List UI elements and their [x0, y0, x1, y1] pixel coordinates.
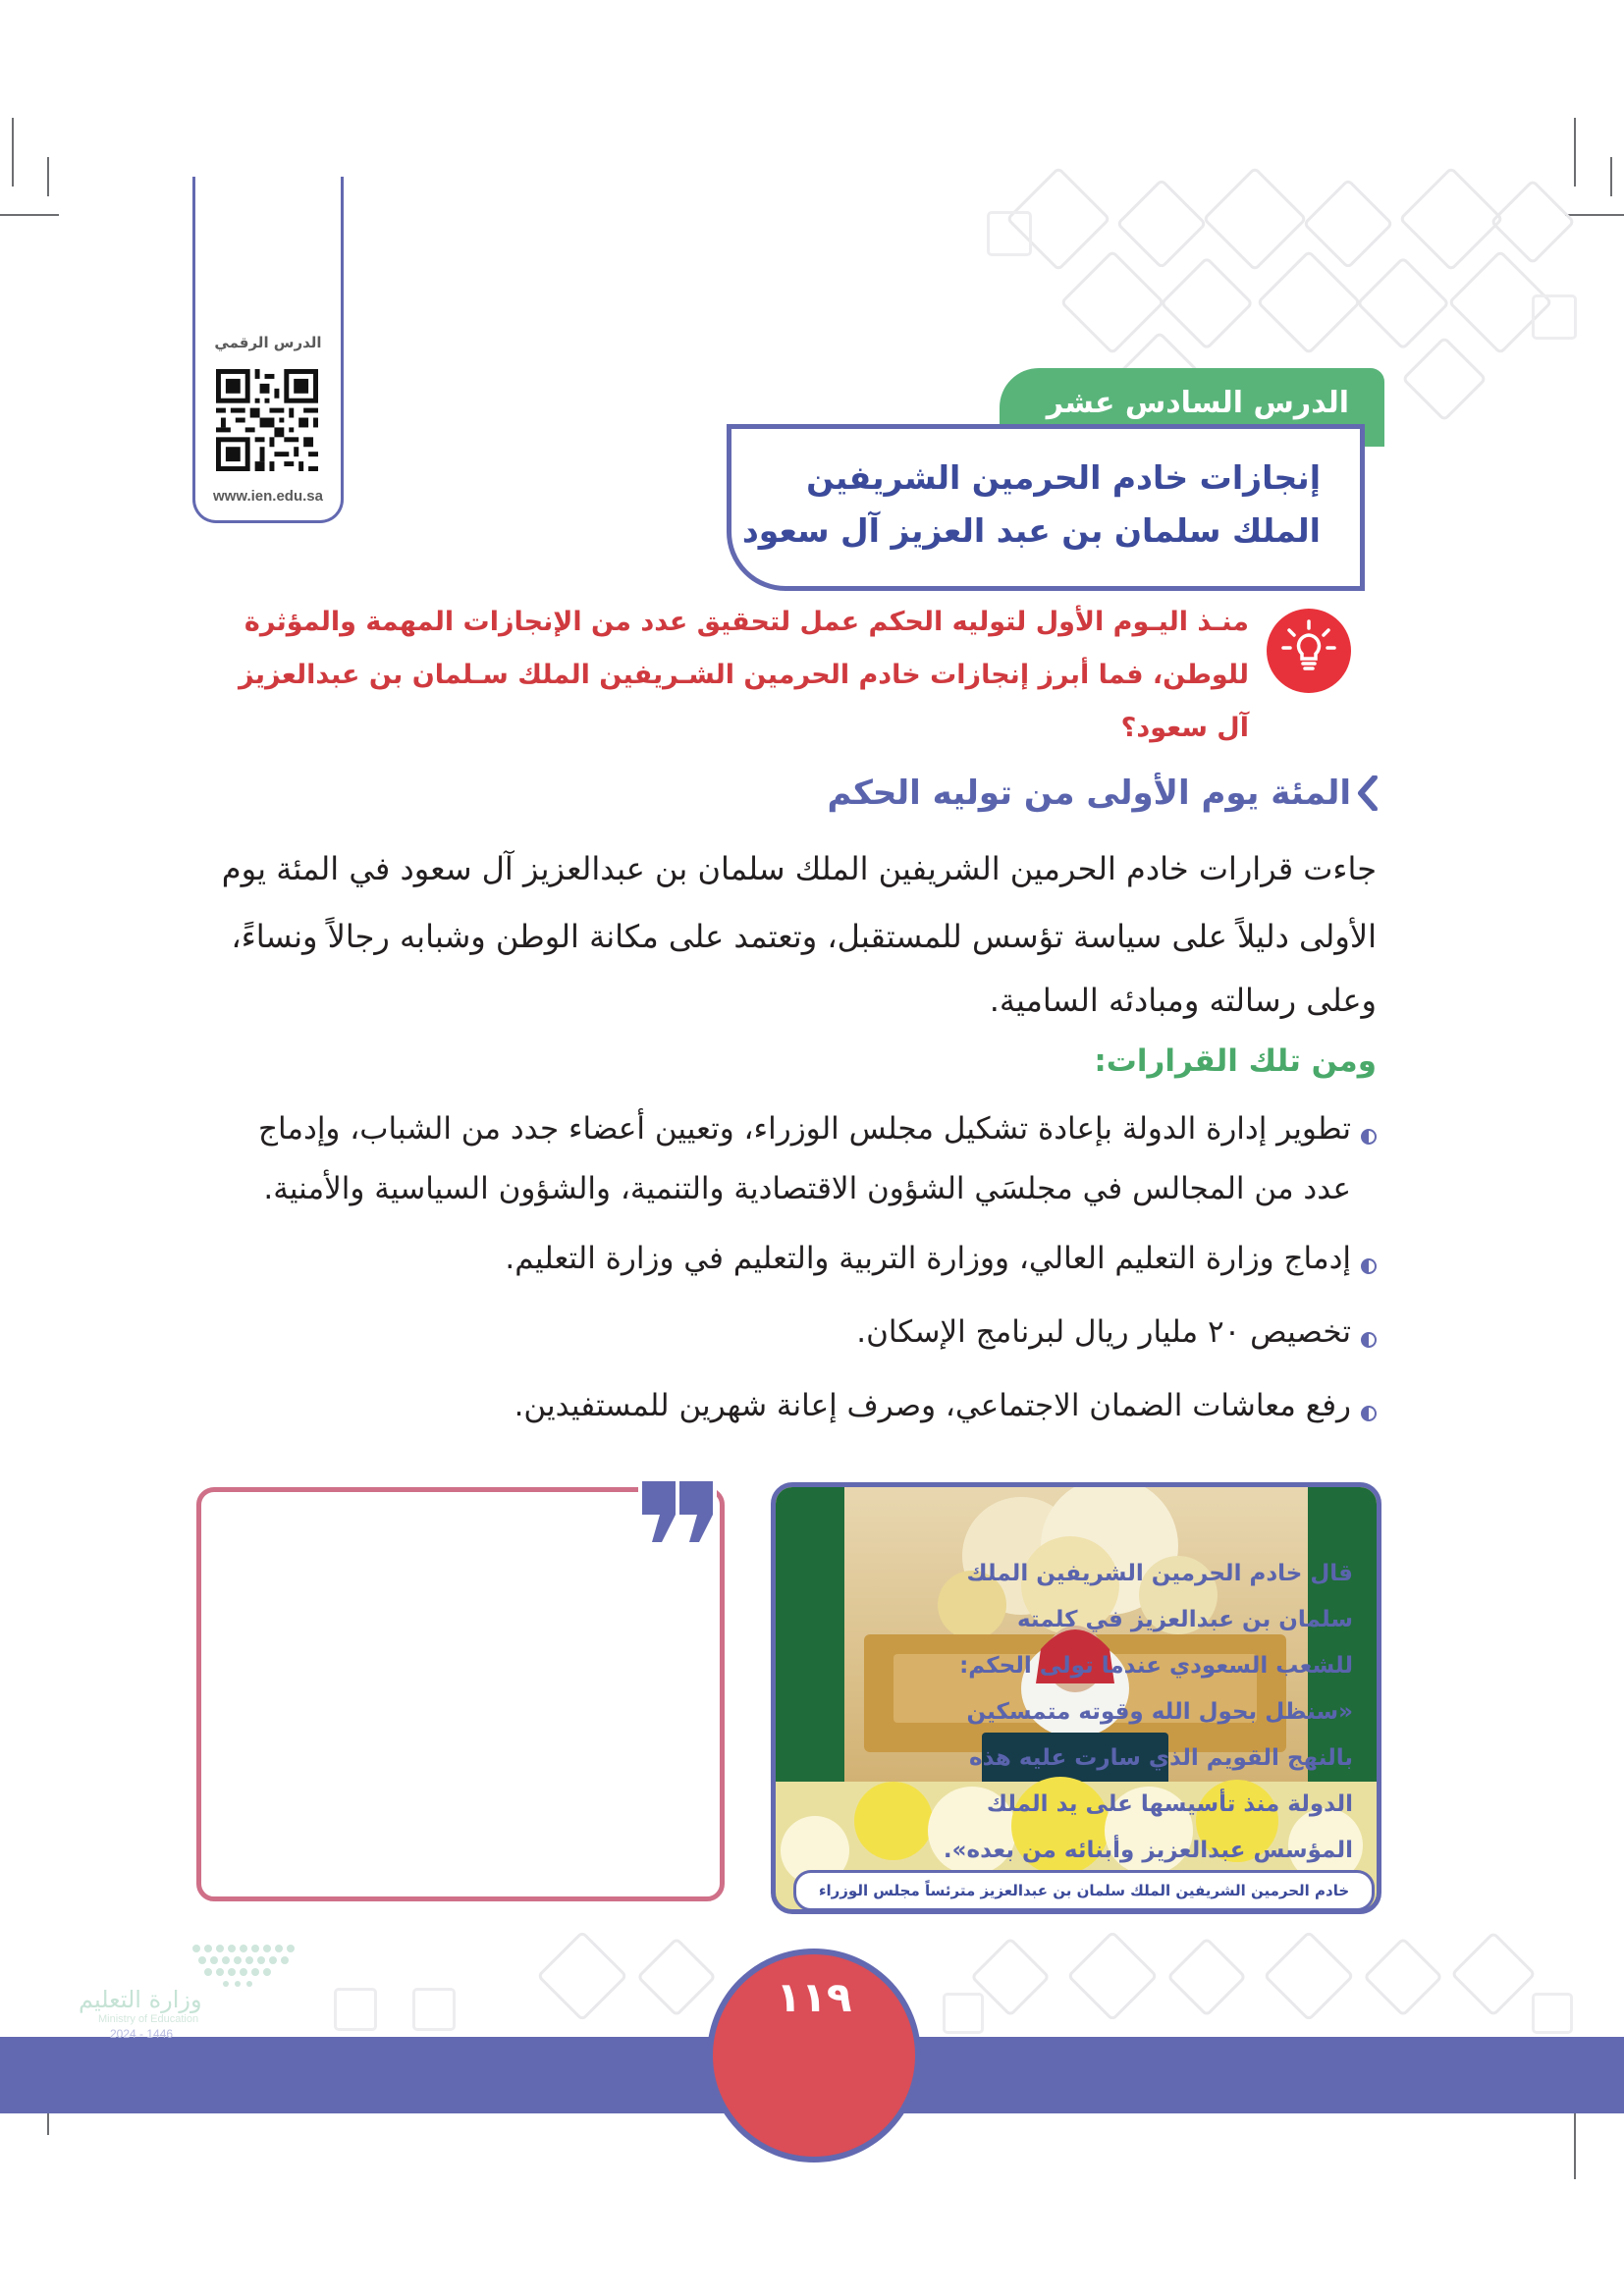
list-item: إدماج وزارة التعليم العالي، ووزارة التربية والتعليم في وزارة التعليم.	[505, 1241, 1351, 1276]
question-line2: للوطن، فما أبرز إنجازات خادم الحرمين الشـريفين الملك سـلمان بن عبدالعزيز	[239, 660, 1249, 690]
quote-line: سلمان بن عبدالعزيز في كلمته	[1016, 1607, 1353, 1632]
bullet-icon	[1361, 1332, 1377, 1348]
lesson-title-box	[727, 424, 1365, 591]
crop-mark	[1574, 2110, 1576, 2179]
quote-line: بالنهج القويم الذي سارت عليه هذه	[969, 1745, 1353, 1771]
digital-lesson-panel[interactable]	[192, 177, 344, 523]
bullet-icon	[1361, 1258, 1377, 1274]
quote-box	[196, 1487, 725, 1901]
qr-code-icon[interactable]	[216, 369, 318, 471]
crop-mark	[12, 118, 14, 187]
bullet-icon	[1361, 1406, 1377, 1421]
quote-line: المؤسس عبدالعزيز وأبنائه من بعده».	[943, 1838, 1353, 1863]
quote-line: «سنظل بحول الله وقوته متمسكين	[966, 1699, 1353, 1725]
lightbulb-icon	[1267, 609, 1351, 693]
list-item: رفع معاشات الضمان الاجتماعي، وصرف إعانة شهرين للمستفيدين.	[514, 1388, 1351, 1423]
list-item: تخصيص ٢٠ مليار ريال لبرنامج الإسكان.	[856, 1314, 1351, 1350]
bullet-icon	[1361, 1129, 1377, 1145]
lesson-title-line2: الملك سلمان بن عبد العزيز آل سعود	[741, 511, 1321, 550]
quote-line: للشعب السعودي عندما تولى الحكم:	[959, 1653, 1353, 1679]
crop-mark	[1574, 118, 1576, 187]
edition-year: 2024 - 1446	[110, 2027, 174, 2041]
crop-mark	[1565, 214, 1624, 216]
question-line1: منـذ اليـوم الأول لتوليه الحكم عمل لتحقيق عدد من الإنجازات المهمة والمؤثرة	[244, 607, 1249, 637]
paragraph-line1: جاءت قرارات خادم الحرمين الشريفين الملك سلمان بن عبدالعزيز آل سعود في المئة يوم	[221, 850, 1377, 887]
paragraph-line2: الأولى دليلاً على سياسة تؤسس للمستقبل، وتعتمد على مكانة الوطن وشبابه رجالاً ونساءً،	[231, 918, 1377, 955]
ministry-sub: Ministry of Education	[98, 2013, 199, 2025]
question-line3: آل سعود؟	[1120, 713, 1249, 743]
decisions-subheading: ومن تلك القرارات:	[1094, 1043, 1377, 1079]
lesson-title-line1: إنجازات خادم الحرمين الشريفين	[806, 458, 1321, 497]
photo-caption: خادم الحرمين الشريفين الملك سلمان بن عبدالعزيز مترئساً مجلس الوزراء	[793, 1870, 1375, 1911]
list-item: تطوير إدارة الدولة بإعادة تشكيل مجلس الوزراء، وتعيين أعضاء جدد من الشباب، وإدماج	[257, 1111, 1351, 1147]
quotation-mark-icon	[638, 1477, 717, 1546]
quote-line: قال خادم الحرمين الشريفين الملك	[966, 1561, 1353, 1586]
chevron-left-icon	[1357, 775, 1380, 811]
crop-mark	[0, 214, 59, 216]
crop-mark	[47, 157, 49, 196]
lesson-number-label: الدرس السادس عشر	[1046, 386, 1349, 420]
paragraph-line3: وعلى رسالته ومبادئه السامية.	[989, 982, 1377, 1019]
list-item-continued: عدد من المجالس في مجلسَي الشؤون الاقتصادية والتنمية، والشؤون السياسية والأمنية.	[263, 1171, 1351, 1206]
qr-label: الدرس الرقمي	[214, 334, 322, 351]
quote-line: الدولة منذ تأسيسها على يد الملك	[986, 1791, 1353, 1817]
section-heading: المئة يوم الأولى من توليه الحكم	[827, 774, 1351, 813]
qr-url[interactable]: www.ien.edu.sa	[213, 488, 323, 505]
page-number: ١١٩	[776, 1973, 852, 2021]
ministry-name: وزارة التعليم	[79, 1986, 202, 2013]
crop-mark	[1610, 157, 1612, 196]
ministry-logo	[39, 1939, 304, 2047]
